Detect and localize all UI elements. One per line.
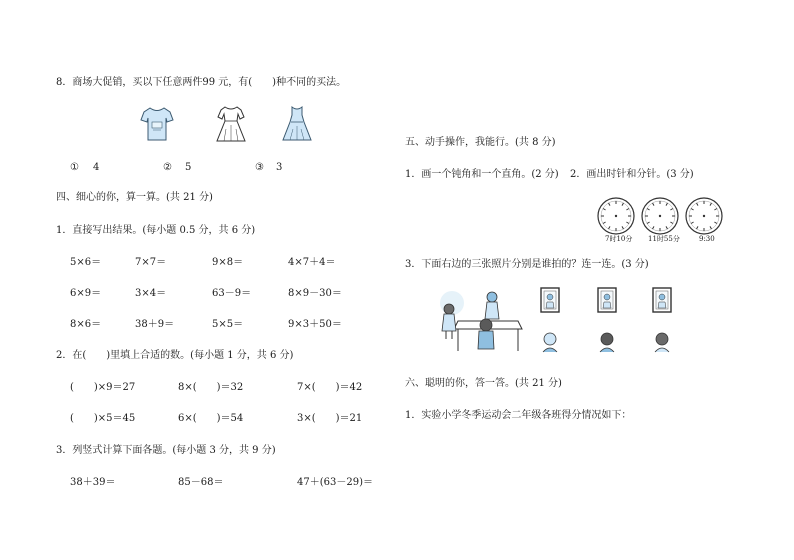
- clock-label-3: 9:30: [699, 235, 715, 243]
- section-6-q1: 1．实验小学冬季运动会二年级各班得分情况如下：: [405, 410, 632, 421]
- sleeveless-dress-picture: [280, 105, 314, 143]
- option-1-value: 4: [93, 162, 100, 173]
- section-5-title: 五、动手操作，我能行。(共 8 分): [405, 137, 556, 148]
- calc-r3c4: 9×3＋50＝: [288, 319, 342, 330]
- tshirt-picture: [140, 106, 174, 142]
- photo-frames-picture: [538, 286, 674, 316]
- option-3-mark: ③: [255, 162, 264, 173]
- fill-r1c3: 7×( )＝42: [297, 382, 363, 393]
- vertical-calc-2: 85－68＝: [178, 477, 224, 488]
- fill-r2c2: 6×( )＝54: [178, 413, 244, 424]
- option-2-value: 5: [185, 162, 192, 173]
- dress-picture: [214, 105, 248, 143]
- calc-r1c3: 9×8＝: [212, 257, 244, 268]
- option-2-mark: ②: [163, 162, 172, 173]
- calc-r2c2: 3×4＝: [135, 288, 167, 299]
- fill-r2c3: 3×( )＝21: [297, 413, 363, 424]
- calc-r2c4: 8×9－30＝: [288, 288, 342, 299]
- vertical-calc-1: 38＋39＝: [70, 477, 116, 488]
- fill-r1c1: ( )×9＝27: [70, 382, 136, 393]
- section-6-title: 六、聪明的你，答一答。(共 21 分): [405, 378, 562, 389]
- calc-r2c3: 63－9＝: [212, 288, 252, 299]
- children-at-table-picture: [436, 285, 526, 355]
- calc-r1c4: 4×7＋4＝: [288, 257, 336, 268]
- calc-r1c2: 7×7＝: [135, 257, 167, 268]
- part-1-title: 1．直接写出结果。(每小题 0.5 分，共 6 分): [56, 225, 256, 236]
- question-8-text: 8．商场大促销，买以下任意两件99 元，有( )种不同的买法。: [56, 77, 347, 88]
- section-5-q2: 2．画出时针和分针。(3 分): [570, 169, 694, 180]
- fill-r1c2: 8×( )＝32: [178, 382, 244, 393]
- section-5-q1: 1．画一个钝角和一个直角。(2 分): [405, 169, 559, 180]
- clock-label-2: 11时55分: [648, 235, 680, 243]
- part-2-title: 2．在( )里填上合适的数。(每小题 1 分，共 6 分): [56, 350, 294, 361]
- calc-r3c1: 8×6＝: [70, 319, 102, 330]
- option-3-value: 3: [276, 162, 283, 173]
- part-3-title: 3．列竖式计算下面各题。(每小题 3 分，共 9 分): [56, 445, 276, 456]
- calc-r2c1: 6×9＝: [70, 288, 102, 299]
- option-1-mark: ①: [70, 162, 79, 173]
- clock-label-1: 7时10分: [605, 235, 633, 243]
- children-heads-picture: [538, 330, 674, 354]
- section-5-q3: 3．下面右边的三张照片分别是谁拍的？连一连。(3 分): [405, 259, 649, 270]
- vertical-calc-3: 47＋(63－29)＝: [297, 477, 373, 488]
- calc-r3c3: 5×5＝: [212, 319, 244, 330]
- section-4-title: 四、细心的你，算一算。(共 21 分): [56, 192, 213, 203]
- fill-r2c1: ( )×5＝45: [70, 413, 136, 424]
- calc-r3c2: 38＋9＝: [135, 319, 175, 330]
- calc-r1c1: 5×6＝: [70, 257, 102, 268]
